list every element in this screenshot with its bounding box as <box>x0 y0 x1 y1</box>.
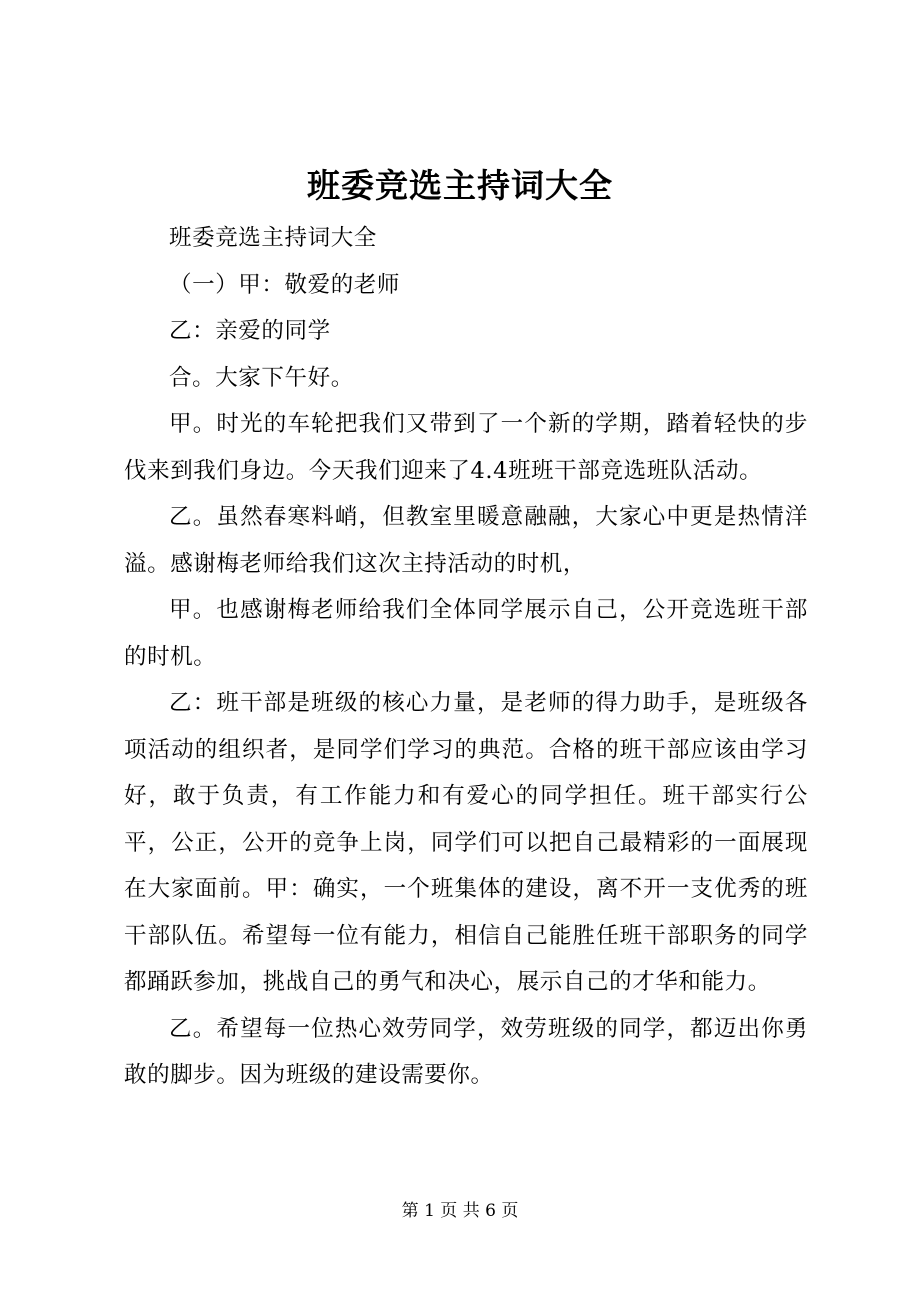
document-body <box>124 215 808 1099</box>
paragraph: 合。大家下午好。 <box>169 364 354 391</box>
paragraph: 班委竞选主持词大全 <box>169 225 377 251</box>
paragraph: 甲。时光的车轮把我们又带到了一个新的学期，踏着轻快的步伐来到我们身边。今天我们迎来了4.4班班干部竞选班队活动。 <box>124 411 808 484</box>
paragraph: 乙。希望每一位热心效劳同学，效劳班级的同学，都迈出你勇敢的脚步。因为班级的建设需要你。 <box>124 1015 808 1088</box>
paragraph: 乙：班干部是班级的核心力量，是老师的得力助手，是班级各项活动的组织者，是同学们学习的典范。合格的班干部应该由学习好，敢于负责，有工作能力和有爱心的同学担任。班干部实行公平，公正，公开的竞争上岗，同学们可以把自己最精彩的一面展现在大家面前。甲：确实，一个班集体的建设，离不开一支优秀的班干部队伍。希望每一位有能力，相信自己能胜任班干部职务的同学都踊跃参加，挑战自己的勇气和决心，展示自己的才华和能力。 <box>124 690 808 995</box>
paragraph: （一）甲：敬爱的老师 <box>169 271 401 298</box>
paragraph: 甲。也感谢梅老师给我们全体同学展示自己，公开竞选班干部的时机。 <box>124 597 808 670</box>
document-title: 班委竞选主持词大全 <box>307 166 613 205</box>
paragraph: 乙：亲爱的同学 <box>169 318 331 344</box>
paragraph: 乙。虽然春寒料峭，但教室里暖意融融，大家心中更是热情洋溢。感谢梅老师给我们这次主持活动的时机， <box>124 504 808 577</box>
page-footer: 第 1 页 共 6 页 <box>401 1201 519 1221</box>
